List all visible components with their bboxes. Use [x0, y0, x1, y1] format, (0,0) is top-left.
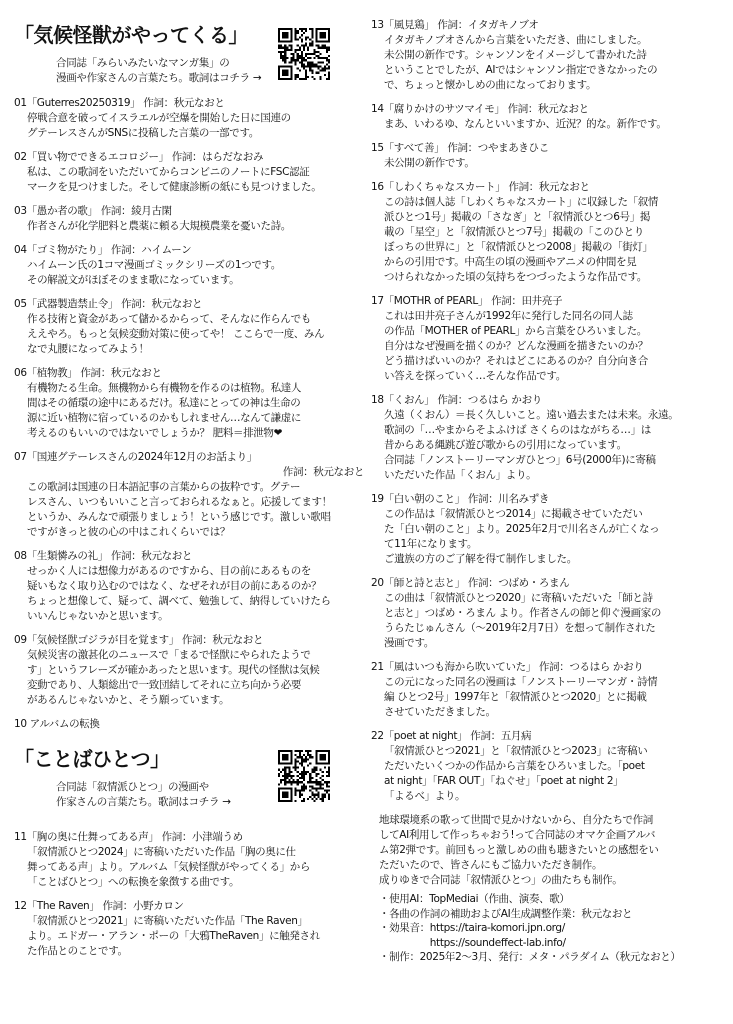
track-description: せっかく人には想像力があるのですから、目の前にあるものを 疑いもなく取り込むのではなく、なぜそれが目の前にあるのか？ ちょっと想像して、疑って、調べて、勉強して、納得していけたら いいんじゃないかと思います。: [27, 565, 331, 622]
track-item: [14, 243, 364, 288]
track-item: [371, 294, 723, 384]
info-item-ai: ・使用AI：TopMediai（作曲、演奏、歌）: [379, 893, 570, 905]
track-item: [14, 366, 364, 441]
production-info: [371, 892, 723, 965]
track-description: 「叙情派ひとつ2024」に寄稿いただいた作品「胸の奥に仕 舞ってある声」より。アルバム「気候怪獣がやってくる」から 「ことばひとつ」への転換を象徴する曲です。: [27, 846, 311, 888]
album2-qr-code[interactable]: [278, 750, 330, 802]
track-description: 作る技術と資金があって儲かるからって、そんなに作らんでも ええやろ。もっと気候変動対策に使ってや！ ここらで一度、みん なで丸腰になってみよう！: [27, 313, 325, 355]
track-item: [14, 899, 364, 959]
track-item: [14, 96, 364, 141]
album1-qr-code[interactable]: [278, 28, 330, 80]
track-description: ハイムーン氏の1コマ漫画ゴミックシリーズの1つです。 その解説文がほぼそのまま歌になっています。: [27, 259, 281, 286]
album2-desc-line1: 合同誌「叙情派ひとつ」の漫画や: [56, 781, 209, 793]
track-description: この作品は「叙情派ひとつ2014」に掲載させていただい た「白い朝のこと」より。2025年2月で川名さんが亡くなっ て11年になります。 ご遺族の方のご了解を得て制作しました。: [384, 508, 660, 565]
track-item: [371, 102, 723, 132]
track-description: 作者さんが化学肥料と農薬に頼る大規模農業を憂いた詩。: [27, 220, 291, 232]
track-item: [14, 830, 364, 890]
track-credit: 作詞：秋元なおと: [282, 466, 364, 478]
track-title: 02「買い物でできるエコロジー」 作詞：はらだなおみ: [14, 151, 264, 163]
track-description: この元になった同名の漫画は「ノンストーリーマンガ・詩情 編 ひとつ2号」1997年と「叙情派ひとつ2020」とに掲載 させていただきました。: [384, 676, 658, 718]
track-description: これは田井亮子さんが1992年に発行した同名の同人誌 の作品「MOTHER of PEARL」から言葉をひろいました。 自分はなぜ漫画を描くのか？どんな漫画を描きたいのか？ どう描けばいいのか？それはどこにあるのか？自分向き合 い答えを探っていく…そんな作品です。: [384, 310, 648, 382]
track-description: この詩は個人誌「しわくちゃなスカート」に収録した「叙情 派ひとつ1号」掲載の「さなぎ」と「叙情派ひとつ6号」掲 載の「星空」と「叙情派ひとつ7号」掲載の「このひとり ぼっちの世界に」と「叙情派ひとつ2008」掲載の「街灯」 からの引用です。中高生の頃の漫画やアニメの仲間を見 つけられなかった頃の気持ちをつづったような作品です。: [384, 196, 659, 283]
track-description: まあ、いわるゆ、なんといいますか、近況？的な。新作です。: [384, 118, 667, 130]
album1-title: 「気候怪獣がやってくる」: [14, 23, 248, 47]
album1-header: [14, 22, 364, 94]
track-description: 「叙情派ひとつ2021」と「叙情派ひとつ2023」に寄稿い ただいたいくつかの作品から言葉をひろいました。「poet at night」「FAR OUT」「ねぐせ」「poet at night 2」 「よるべ」より。: [384, 745, 648, 802]
track-item: [14, 633, 364, 708]
qr-code-icon: [278, 28, 330, 80]
album2-header: [14, 746, 364, 820]
track-item: [371, 393, 723, 483]
track-title: 13「風見鶏」 作詞：イタガキノブオ: [371, 19, 539, 31]
track-title: 17「MOTHR of PEARL」 作詞：田井亮子: [371, 295, 563, 307]
info-item-sound-effects: ・効果音：https://taira-komori.jpn.org/ https://soundeffect-lab.info/: [379, 922, 566, 949]
track-title: 05「武器製造禁止令」 作詞：秋元なおと: [14, 298, 203, 310]
track-item: [371, 576, 723, 651]
left-column: [14, 0, 364, 959]
album1-desc-line2: 漫画や作家さんの言葉たち。歌詞はコチラ →: [56, 72, 262, 84]
info-item-lyrics-assist: ・各曲の作詞の補助およびAI生成調整作業：秋元なおと: [379, 907, 633, 920]
album-transition-track: 10 アルバムの転換: [14, 718, 100, 730]
track-description: 久遠（くおん）＝長く久しいこと。遠い過去または未来。永遠。 歌詞の「…やまからそよふけば さくらのはながちる…」は 昔からある縄跳び遊び歌からの引用になっています。 合同誌「ノンストーリーマンガひとつ」6号(2000年)に寄稿 いただいた作品「くおん」より。: [384, 409, 679, 481]
track-title: 09「気候怪獣ゴジラが目を覚ます」 作詞：秋元なおと: [14, 634, 264, 646]
track-title: 19「白い朝のこと」 作詞：川名みずき: [371, 493, 550, 505]
track-title: 03「愚か者の歌」 作詞：綾月古閑: [14, 205, 172, 217]
track-title: 06「植物教」 作詞：秋元なおと: [14, 367, 162, 379]
track-title: 18「くおん」 作詞：つるはら かおり: [371, 394, 542, 406]
track-title: 22「poet at night」 作詞：五月病: [371, 730, 532, 742]
track-list-a: [14, 96, 364, 708]
qr-code-icon: [278, 750, 330, 802]
track-title: 20「師と詩と志と」 作詞：つばめ・ろまん: [371, 577, 570, 589]
track-list-c: [14, 830, 364, 959]
track-title: 01「Guterres20250319」 作詞：秋元なおと: [14, 97, 225, 109]
track-item: [371, 660, 723, 720]
track-item: [371, 18, 723, 93]
track-list-right: [371, 18, 723, 804]
track-title: 15「すべて善」 作詞：つやまあきひこ: [371, 142, 549, 154]
track-item: [14, 450, 364, 540]
track-item: [14, 150, 364, 195]
track-title: 14「腐りかけのサツマイモ」 作詞：秋元なおと: [371, 103, 589, 115]
track-item: [14, 204, 364, 234]
track-title: 08「生類憐みの礼」 作詞：秋元なおと: [14, 550, 193, 562]
track-description: 「叙情派ひとつ2021」に寄稿いただいた作品「The Raven」 より。エドガー・アラン・ポーの「大鴉TheRaven」に触発され た作品とのことです。: [27, 915, 320, 957]
album2-title: 「ことばひとつ」: [14, 747, 170, 771]
track-description: 私は、この歌詞をいただいてからコンビニのノートにFSC認証 マークを見つけました。そして健康診断の紙にも見つけました。: [27, 166, 322, 193]
track-description: 気候災害の激甚化のニュースで「まるで怪獣にやられたようで す」というフレーズが確かあったと思います。現代の怪獣は気候 変動であり、人類総出で一致団結してそれに立ち向かう必要 があるんじゃないかと、そう願っています。: [27, 649, 320, 706]
track-description: イタガキノブオさんから言葉をいただき、曲にしました。 未公開の新作です。シャンソンをイメージして書かれた詩 ということでしたが、AIではシャンソン指定できなかったの で、ちょっと懐かしめの曲になっております。: [384, 34, 658, 91]
track-title: 04「ゴミ物がたり」 作詞：ハイムーン: [14, 244, 192, 256]
track-item: [371, 492, 723, 567]
closing-note: 地球環境系の歌って世間で見かけないから、自分たちで作詞 してAI利用して作っちゃおう!って合同誌のオマケ企画アルバ ム第2弾です。前回もっと激しめの曲も聴きたいとの感想をい ただいたので、皆さんにもご協力いただき制作。 成りゆきで合同誌「叙情派ひとつ」の曲たちも制作。: [379, 814, 659, 886]
track-description: この曲は「叙情派ひとつ2020」に寄稿いただいた「師と詩 と志と」つばめ・ろまん より。作者さんの師と仰ぐ漫画家の うらたじゅんさん（～2019年2月7日）を想って制作された 漫画です。: [384, 592, 662, 649]
track-title: 12「The Raven」 作詞：小野カロン: [14, 900, 184, 912]
info-item-production: ・制作：2025年2～3月、発行：メタ・パラダイム（秋元なおと）: [379, 951, 681, 963]
track-item: [371, 141, 723, 171]
track-title: 21「風はいつも海から吹いていた」 作詞：つるはら かおり: [371, 661, 644, 673]
track-item: [14, 297, 364, 357]
right-column: [371, 18, 723, 965]
track-title: 16「しわくちゃなスカート」 作詞：秋元なおと: [371, 181, 590, 193]
album1-desc-line1: 合同誌「みらいみたいなマンガ集」の: [56, 57, 230, 69]
track-item: [14, 549, 364, 624]
track-title: 11「胸の奥に仕舞ってある声」 作詞：小津端うめ: [14, 831, 243, 843]
track-item: [371, 180, 723, 285]
track-description: 有機物たる生命。無機物から有機物を作るのは植物。私達人 間はその循環の途中にあるだけ。私達にとっての神は生命の 源に近い植物に宿っているのかもしれません…なんて謙虚に 考えるのもいいのではないでしょうか？ 肥料＝排泄物❤: [27, 382, 302, 439]
track-title: 07「国連グテーレスさんの2024年12月のお話より」: [14, 451, 257, 463]
track-description: 停戦合意を破ってイスラエルが空爆を開始した日に国連の グテーレスさんがSNSに投稿した言葉の一部です。: [27, 112, 291, 139]
album2-desc-line2: 作家さんの言葉たち。歌詞はコチラ →: [56, 796, 231, 808]
track-description: この歌詞は国連の日本語記事の言葉からの抜粋です。グテー レスさん、いつもいいこと言っておられるなぁと。応援してます！ というか、みんなで頑張りましょう！という感じです。激しい歌唱 ですがきっと彼の心の中はこれくらいでは？: [27, 481, 332, 538]
track-description: 未公開の新作です。: [384, 157, 475, 169]
track-item: [371, 729, 723, 804]
